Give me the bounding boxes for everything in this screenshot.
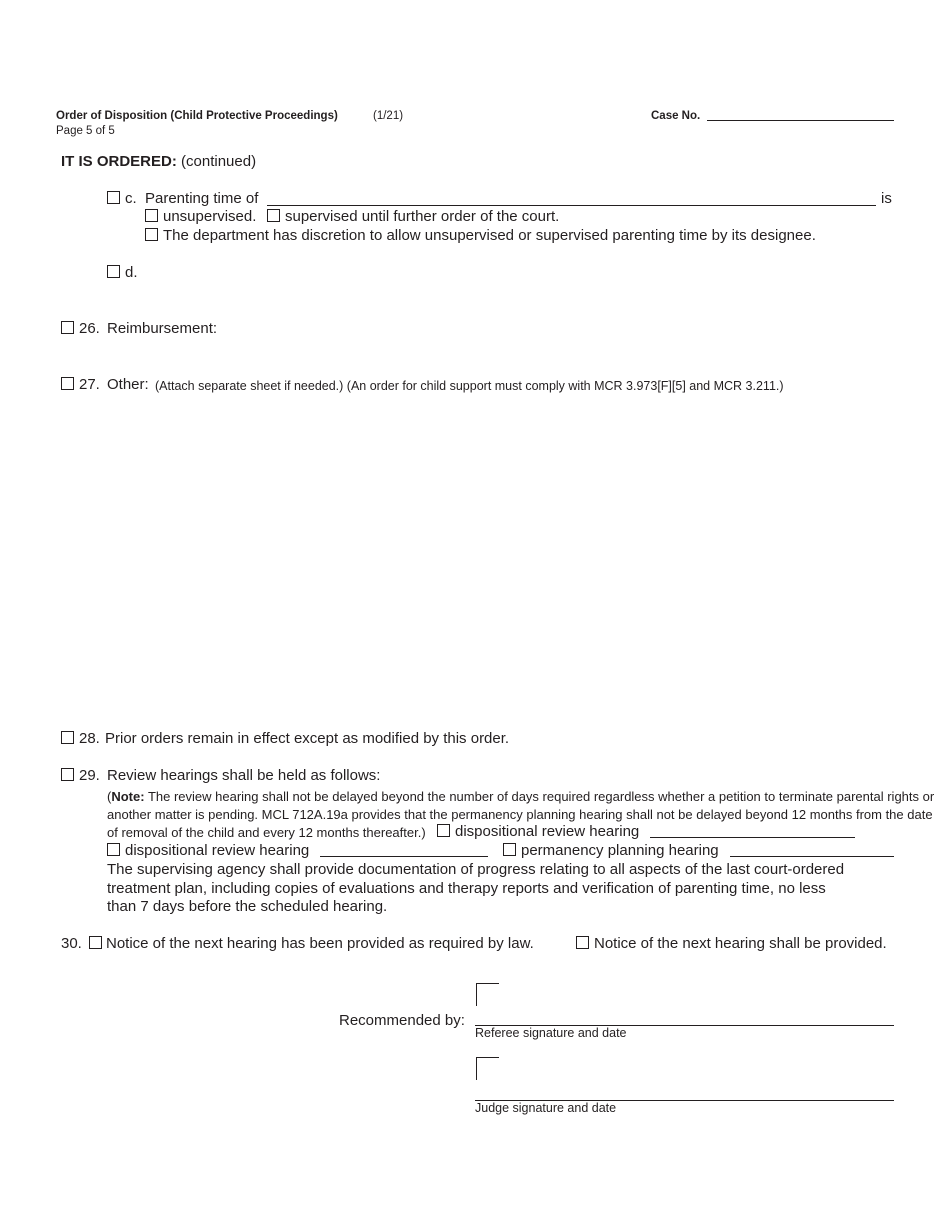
section-heading	[61, 153, 256, 170]
unsupervised-label: unsupervised.	[163, 208, 257, 225]
item-27-number: 27.	[79, 376, 100, 393]
department-discretion-label: The department has discretion to allow unsupervised or supervised parenting time by its designee.	[163, 227, 816, 244]
form-title: Order of Disposition (Child Protective Proceedings)	[56, 110, 338, 122]
review-body-line-3: than 7 days before the scheduled hearing.	[107, 898, 388, 915]
item-c-letter: c.	[125, 190, 137, 207]
review-note-line-1: (Note: The review hearing shall not be delayed beyond the number of days required regardless whether a petition to terminate parental rights or	[107, 789, 935, 804]
permanency-planning-label: permanency planning hearing	[521, 842, 719, 859]
review-body-line-1: The supervising agency shall provide documentation of progress relating to all aspects of the last court-ordered	[107, 861, 845, 878]
form-version: (1/21)	[373, 110, 404, 122]
permanency-planning-checkbox[interactable]	[503, 843, 516, 856]
review-hearings-label: Review hearings shall be held as follows:	[107, 767, 381, 784]
item-30-number: 30.	[61, 935, 82, 952]
dispositional-review-checkbox-2[interactable]	[107, 843, 120, 856]
unsupervised-checkbox[interactable]	[145, 209, 158, 222]
notice-shall-be-provided-checkbox[interactable]	[576, 936, 589, 949]
parenting-time-name-field[interactable]	[267, 205, 876, 206]
referee-signature-caption: Referee signature and date	[475, 1026, 627, 1040]
case-no-field[interactable]	[707, 120, 894, 121]
review-body-line-2: treatment plan, including copies of evaluations and therapy reports and verification of parenting time, no less	[107, 880, 826, 897]
item-d-checkbox[interactable]	[107, 265, 120, 278]
department-discretion-checkbox[interactable]	[145, 228, 158, 241]
parenting-time-checkbox[interactable]	[107, 191, 120, 204]
parenting-time-label: Parenting time of	[145, 190, 259, 207]
reimbursement-label: Reimbursement:	[107, 320, 218, 337]
dispositional-review-date-field-2[interactable]	[320, 856, 488, 857]
dispositional-review-label-1: dispositional review hearing	[455, 823, 640, 840]
judge-signature-caption: Judge signature and date	[475, 1101, 617, 1115]
review-hearings-checkbox[interactable]	[61, 768, 74, 781]
case-no-label: Case No.	[651, 110, 701, 122]
section-heading-suffix: (continued)	[181, 153, 257, 170]
dispositional-review-date-field-1[interactable]	[650, 837, 855, 838]
review-note-line-3: of removal of the child and every 12 months thereafter.)	[107, 825, 426, 840]
dispositional-review-checkbox-1[interactable]	[437, 824, 450, 837]
recommended-by-label: Recommended by:	[339, 1012, 465, 1029]
prior-orders-checkbox[interactable]	[61, 731, 74, 744]
notice-provided-label: Notice of the next hearing has been provided as required by law.	[106, 935, 534, 952]
dispositional-review-label-2: dispositional review hearing	[125, 842, 310, 859]
review-note-line-2: another matter is pending. MCL 712A.19a provides that the permanency planning hearing shall not be delayed beyond 12 months from the date	[107, 807, 933, 822]
item-29-number: 29.	[79, 767, 100, 784]
note-prefix: Note:	[111, 789, 145, 804]
reimbursement-checkbox[interactable]	[61, 321, 74, 334]
referee-signature-corner-mark	[476, 983, 499, 1006]
notice-provided-checkbox[interactable]	[89, 936, 102, 949]
notice-shall-be-provided-label: Notice of the next hearing shall be provided.	[594, 935, 887, 952]
other-label: Other:	[107, 376, 149, 393]
item-28-number: 28.	[79, 730, 100, 747]
item-26-number: 26.	[79, 320, 100, 337]
section-heading-main: IT IS ORDERED:	[61, 153, 177, 170]
judge-signature-corner-mark	[476, 1057, 499, 1080]
prior-orders-label: Prior orders remain in effect except as modified by this order.	[105, 730, 510, 747]
item-d-letter: d.	[125, 264, 138, 281]
other-note: (Attach separate sheet if needed.) (An order for child support must comply with MCR 3.973[F][5] and MCR 3.211.)	[155, 379, 784, 393]
permanency-planning-date-field[interactable]	[730, 856, 894, 857]
supervised-label: supervised until further order of the court.	[285, 208, 560, 225]
other-checkbox[interactable]	[61, 377, 74, 390]
page-number: Page 5 of 5	[56, 125, 115, 137]
note-text-1: The review hearing shall not be delayed beyond the number of days required regardless whether a petition to terminate parental rights or	[147, 789, 935, 804]
parenting-time-is: is	[881, 190, 892, 207]
supervised-checkbox[interactable]	[267, 209, 280, 222]
